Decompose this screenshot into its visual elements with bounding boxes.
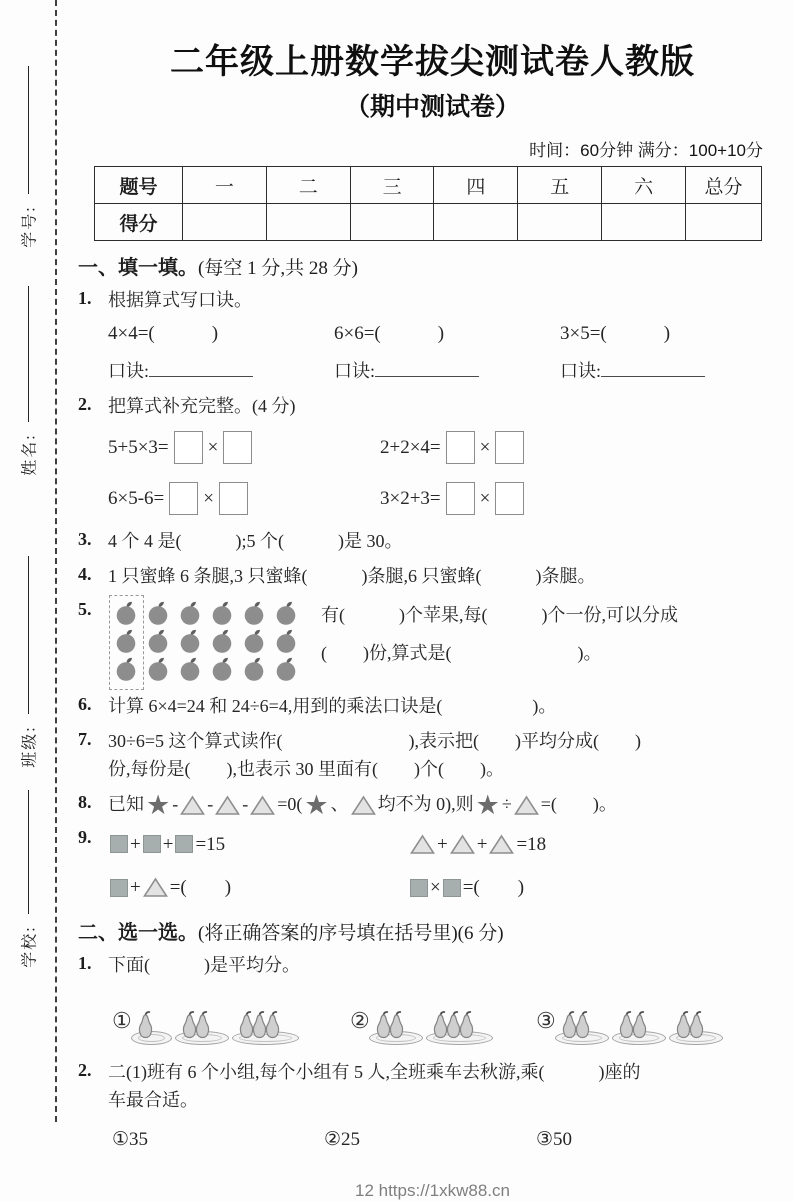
square-icon [175, 835, 193, 853]
test-paper [78, 0, 787, 1201]
multiply-sign: × [207, 436, 219, 458]
q9-equation [108, 830, 408, 859]
question-number: 7. [78, 728, 92, 749]
score-table-column-header: 二 [266, 167, 350, 204]
equation-text: - [207, 793, 214, 814]
answer-box [169, 482, 198, 515]
margin-group [0, 66, 57, 258]
triangle-icon [351, 795, 376, 816]
plate-of-pears [235, 996, 296, 1046]
plate-of-pears [558, 996, 606, 1046]
apple-icon [241, 656, 273, 684]
question-number: 5. [78, 598, 92, 619]
apple-icon [177, 656, 209, 684]
star-icon: ★ [475, 789, 500, 821]
pear-group [235, 996, 296, 1046]
score-table [94, 166, 762, 241]
star-icon: ★ [146, 789, 171, 821]
equation-text: 、 [330, 793, 349, 814]
section-two-title: 二、选一选。 [78, 922, 198, 945]
multiply-sign: × [479, 436, 491, 458]
q1-equation-column [334, 319, 560, 386]
dashed-selection-box [109, 595, 144, 690]
pear-icon [136, 1011, 155, 1040]
equation-text: - [242, 793, 249, 814]
question-number: 8. [78, 791, 92, 812]
equation-text: =18 [516, 833, 547, 855]
question-s1-8 [78, 791, 787, 819]
margin-group [0, 286, 57, 486]
question-number: 2. [78, 1060, 92, 1081]
plate-of-pears [615, 996, 663, 1046]
q9-equation [408, 873, 787, 902]
apple-icon [273, 656, 305, 684]
plate-of-pears [429, 996, 490, 1046]
equation: 6×6=( ) [334, 322, 445, 344]
plate-of-pears [134, 996, 169, 1046]
q9-equation [108, 873, 408, 902]
question-text-line2: 车最合适。 [108, 1090, 198, 1111]
margin-label-text: 学号: [21, 204, 39, 248]
koujue-label: 口诀: [334, 361, 376, 382]
question-text: 4 个 4 是( );5 个( )是 30。 [108, 531, 403, 552]
star-icon: ★ [304, 789, 329, 821]
pear-group [134, 996, 169, 1046]
pear-icon [193, 1011, 212, 1040]
apple-icon [241, 628, 273, 656]
square-icon [410, 879, 428, 897]
question-number: 1. [78, 288, 92, 308]
question-text: 把算式补充完整。(4 分) [108, 396, 296, 417]
question-s1-1 [78, 287, 787, 386]
equation-text: 3×2+3= [380, 487, 441, 509]
apple-icon [209, 600, 241, 628]
section-one-title: 一、填一填。 [78, 257, 198, 279]
q9-equation [408, 830, 787, 859]
pear-group [672, 996, 720, 1046]
score-table-corner: 题号 [95, 167, 183, 204]
equation-text: =( ) [169, 877, 232, 898]
question-s1-5 [78, 598, 787, 686]
triangle-icon [450, 834, 475, 855]
choice-options [112, 1125, 787, 1154]
answer-blank [375, 359, 479, 377]
square-icon [143, 835, 161, 853]
option-circled-number: ① [112, 1008, 132, 1034]
write-line [28, 790, 29, 914]
question-text: 1 只蜜蜂 6 条腿,3 只蜜蜂( )条腿,6 只蜜蜂( )条腿。 [108, 566, 596, 586]
equation-text: 5+5×3= [108, 436, 169, 458]
margin-label [7, 714, 49, 778]
q1-equation-column [560, 319, 786, 386]
answer-box [223, 431, 252, 464]
apple-icon [273, 600, 305, 628]
pear-group [372, 996, 420, 1046]
question-text-line2: ( )份,算式是( )。 [321, 642, 602, 663]
question-s1-9 [78, 826, 787, 903]
answer-box [446, 431, 475, 464]
score-table-empty-cell [434, 204, 518, 241]
choice-option: ③50 [536, 1129, 573, 1151]
equation-text: =( ) [462, 877, 525, 898]
pear-icon [387, 1011, 406, 1040]
equation-text: ÷ [501, 793, 512, 814]
question-text: 计算 6×4=24 和 24÷6=4,用到的乘法口诀是( )。 [108, 695, 557, 716]
option-circled-number: ③ [536, 1008, 556, 1034]
q1-equations [108, 319, 787, 386]
question-s2-1 [78, 952, 787, 1052]
section-one-note: (每空 1 分,共 28 分) [198, 258, 358, 279]
pear-group [429, 996, 490, 1046]
question-text-with-shapes [108, 791, 787, 819]
koujue-line [334, 358, 560, 386]
option-circled-number: ② [350, 1008, 370, 1034]
koujue-line [108, 358, 334, 386]
score-table-empty-cell [266, 204, 350, 241]
answer-box [174, 431, 203, 464]
equation-text: 已知 [108, 793, 144, 814]
pear-option [350, 996, 536, 1046]
question-s1-3 [78, 528, 787, 556]
question-number: 3. [78, 529, 92, 550]
q1-equation-column [108, 319, 334, 386]
apple-grid-image [108, 598, 307, 686]
apple-icon [209, 628, 241, 656]
margin-label-text: 姓名: [21, 432, 39, 476]
equation-text: =15 [195, 833, 226, 855]
write-line [28, 286, 29, 422]
question-number: 2. [78, 394, 92, 415]
answer-box [495, 431, 524, 464]
section-one-heading [78, 251, 787, 280]
score-table-column-header: 五 [518, 167, 602, 204]
pear-plate-options [112, 996, 787, 1046]
margin-label [7, 194, 49, 258]
equation-text: + [476, 833, 488, 855]
question-text: 根据算式写口诀。 [108, 290, 252, 310]
margin-label [7, 422, 49, 486]
question-number: 4. [78, 564, 92, 584]
equation-text: =( )。 [540, 793, 617, 814]
score-table-score-row [95, 204, 762, 241]
page-title: 二年级上册数学拔尖测试卷人教版 [170, 43, 695, 81]
question-s1-2 [78, 393, 787, 521]
margin-label-text: 班级: [21, 724, 39, 768]
pear-group [178, 996, 226, 1046]
triangle-icon [215, 795, 240, 816]
triangle-icon [143, 877, 168, 898]
equation-text: + [162, 833, 174, 855]
equation-text: - [172, 793, 179, 814]
triangle-icon [250, 795, 275, 816]
plate-of-pears [672, 996, 720, 1046]
answer-blank [149, 359, 253, 377]
student-info-margin [0, 0, 57, 1122]
score-table-column-header: 六 [602, 167, 686, 204]
equation-text: 均不为 0),则 [377, 793, 474, 814]
choice-option: ②25 [324, 1129, 361, 1151]
pear-icon [630, 1011, 649, 1040]
question-text-line2: 份,每份是( ),也表示 30 里面有( )个( )。 [108, 758, 504, 779]
score-table-column-header: 四 [434, 167, 518, 204]
pear-group [615, 996, 663, 1046]
equation-text: =0( [277, 793, 303, 814]
apple-icon [177, 600, 209, 628]
equation-text: × [430, 877, 441, 898]
question-text-line1: 二(1)班有 6 个小组,每个小组有 5 人,全班乘车去秋游,乘( )座的 [108, 1062, 641, 1083]
equation: 3×5=( ) [560, 322, 671, 344]
koujue-label: 口诀: [108, 361, 150, 382]
koujue-label: 口诀: [560, 361, 602, 382]
score-table-empty-cell [350, 204, 434, 241]
question-number: 6. [78, 693, 92, 714]
pear-icon [573, 1011, 592, 1040]
question-text-line1: 有( )个苹果,每( )个一份,可以分成 [321, 604, 678, 625]
plate-of-pears [372, 996, 420, 1046]
section-two-note: (将正确答案的序号填在括号里)(6 分) [198, 923, 504, 945]
score-table-empty-cell [686, 204, 762, 241]
score-table-empty-cell [183, 204, 267, 241]
equation-text: + [437, 833, 448, 855]
write-line [28, 556, 29, 714]
margin-label [7, 914, 49, 978]
apple-icon [145, 628, 177, 656]
score-table-column-header: 一 [183, 167, 267, 204]
score-table-column-header: 总分 [686, 167, 762, 204]
triangle-icon [489, 834, 514, 855]
equation-text: 6×5-6= [108, 487, 165, 509]
question-s1-4 [78, 563, 787, 591]
score-table-column-header: 三 [350, 167, 434, 204]
apple-icon [209, 656, 241, 684]
q9-shape-equations [108, 830, 787, 903]
score-table-empty-cell [518, 204, 602, 241]
pear-icon [263, 1011, 282, 1040]
plate-of-pears [178, 996, 226, 1046]
square-icon [110, 835, 128, 853]
question-text: 下面( )是平均分。 [108, 955, 300, 976]
equation-text: 2+2×4= [380, 436, 441, 458]
section-two-heading [78, 916, 787, 945]
apple-icon [145, 600, 177, 628]
equation-text: + [130, 877, 141, 898]
apple-icon [145, 656, 177, 684]
apple-icon [177, 628, 209, 656]
page-subtitle: （期中测试卷） [344, 93, 520, 121]
multiply-sign: × [479, 487, 491, 509]
square-icon [443, 879, 461, 897]
score-label: 得分 [95, 204, 183, 241]
answer-box [219, 482, 248, 515]
question-number: 1. [78, 953, 92, 974]
margin-label-text: 学校: [21, 924, 39, 968]
triangle-icon [180, 795, 205, 816]
pear-icon [687, 1011, 706, 1040]
question-s2-2 [78, 1059, 787, 1154]
answer-box [495, 482, 524, 515]
dashed-fold-line [55, 0, 57, 1122]
score-table-header-row [95, 167, 762, 204]
write-line [28, 66, 29, 194]
question-text-line1: 30÷6=5 这个算式读作( ),表示把( )平均分成( ) [108, 730, 641, 751]
pear-icon [457, 1011, 476, 1040]
equation-text: + [130, 833, 141, 855]
q2-equation [108, 482, 380, 515]
multiply-sign: × [203, 487, 214, 509]
choice-option: ①35 [112, 1129, 149, 1151]
koujue-line [560, 358, 786, 386]
pear-option [536, 996, 729, 1046]
q2-equation [380, 482, 787, 515]
answer-box [446, 482, 475, 515]
apple-icon [273, 628, 305, 656]
margin-group [0, 556, 57, 778]
q2-equation [380, 431, 787, 464]
question-s1-6 [78, 693, 787, 721]
margin-group [0, 790, 57, 978]
time-score-info: 时间：60分钟 满分：100+10分 [529, 141, 763, 160]
question-number: 9. [78, 826, 92, 847]
pear-option [112, 996, 350, 1046]
apple-icon [241, 600, 273, 628]
pear-group [558, 996, 606, 1046]
score-table-empty-cell [602, 204, 686, 241]
q2-equation [108, 431, 380, 464]
q2-equations [108, 431, 787, 515]
square-icon [110, 879, 128, 897]
page-footer: 12 https://1xkw88.cn [355, 1180, 510, 1200]
answer-blank [601, 359, 705, 377]
question-s1-7 [78, 728, 787, 784]
triangle-icon [514, 795, 539, 816]
equation: 4×4=( ) [108, 322, 219, 344]
triangle-icon [410, 834, 435, 855]
